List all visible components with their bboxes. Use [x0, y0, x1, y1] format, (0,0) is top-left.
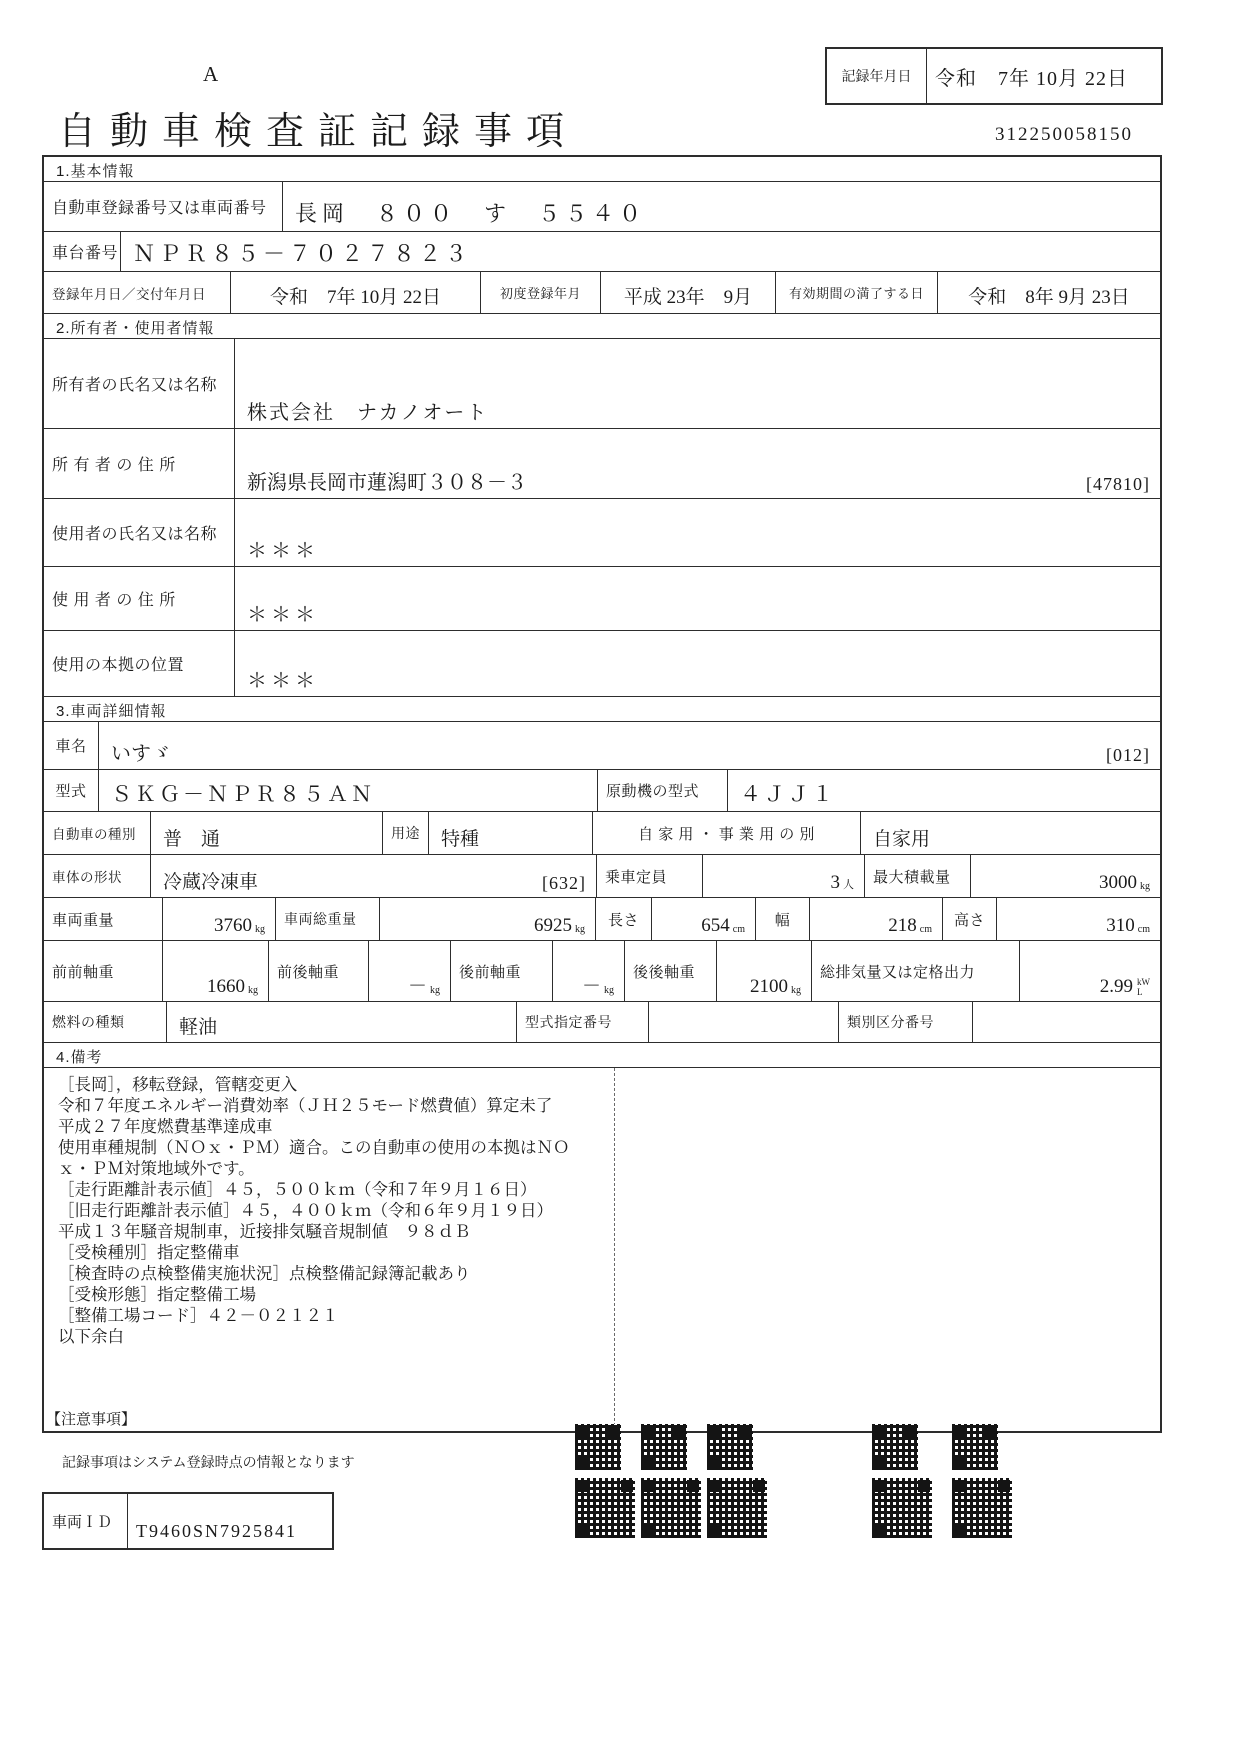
expiry-date-label: 有効期間の満了する日: [775, 272, 937, 313]
class-number-label: 類別区分番号: [838, 1002, 972, 1042]
length-label: 長さ: [595, 898, 651, 940]
type-approval-number-value: [648, 1002, 838, 1042]
max-payload-label: 最大積載量: [864, 855, 970, 897]
max-payload-unit: kg: [1140, 881, 1150, 892]
registration-date-value: 令和 7年 10月 22日: [230, 272, 480, 313]
ownership-type-label: 自 家 用 ・ 事 業 用 の 別: [592, 812, 860, 854]
axle-front-front-value: 1660: [207, 976, 245, 997]
model-label: 型式: [55, 783, 87, 800]
axle-rear-rear-label: 後後軸重: [624, 941, 716, 1001]
axle-rear-front-label: 後前軸重: [450, 941, 552, 1001]
vehicle-weight-value: 3760: [214, 915, 252, 936]
user-name-value: ＊＊＊: [234, 499, 1160, 566]
gross-weight-unit: kg: [575, 924, 585, 935]
qr-code: [707, 1478, 767, 1538]
axle-front-front-label: 前前軸重: [52, 963, 115, 981]
owner-name-label: 所有者の氏名又は名称: [52, 377, 218, 394]
qr-code: [872, 1478, 932, 1538]
vehicle-category-value: 普 通: [150, 812, 382, 854]
qr-code-cluster-left: [575, 1424, 773, 1538]
length-unit: cm: [732, 924, 745, 935]
type-approval-number-label: 型式指定番号: [516, 1002, 648, 1042]
chassis-number-label: 車台番号: [52, 245, 119, 262]
remark-line: ［検査時の点検整備実施状況］点検整備記録簿記載あり: [58, 1264, 471, 1283]
engine-model-label: 原動機の型式: [597, 770, 727, 811]
displacement-label: 総排気量又は定格出力: [811, 941, 1019, 1001]
qr-code: [575, 1424, 621, 1470]
qr-code: [575, 1478, 635, 1538]
section3-heading: 3.車両詳細情報: [56, 703, 167, 720]
displacement-unit-l: L: [1137, 987, 1143, 997]
remark-line: 平成１３年騒音規制車，近接排気騒音規制値 ９８ｄＢ: [58, 1222, 471, 1241]
axle-front-front-unit: kg: [248, 985, 258, 996]
qr-code: [641, 1478, 701, 1538]
qr-code: [952, 1478, 1012, 1538]
reg-number-value: 長岡 ８００ す ５５４０: [282, 182, 1160, 231]
remark-line: ［受検形態］指定整備工場: [58, 1285, 256, 1304]
vehicle-id-box: [42, 1492, 334, 1550]
remark-line: 平成２７年度燃費基準達成車: [58, 1117, 273, 1136]
body-shape-code: [632]: [542, 873, 586, 893]
seating-capacity-value: 3: [830, 872, 840, 893]
ownership-type-value: 自家用: [860, 812, 1160, 854]
axle-rear-rear-unit: kg: [791, 985, 801, 996]
section2-heading: 2.所有者・使用者情報: [56, 320, 215, 337]
document-number: 312250058150: [995, 124, 1133, 145]
engine-model-value: ４ＪＪ１: [727, 770, 1160, 811]
expiry-date-value: 令和 8年 9月 23日: [937, 272, 1160, 313]
owner-address-code: [47810]: [1086, 474, 1150, 494]
owner-name-value: 株式会社 ナカノオート: [234, 339, 1160, 428]
fold-divider: [614, 1068, 615, 1431]
height-value: 310: [1106, 915, 1135, 936]
record-date-box: [825, 47, 1163, 105]
qr-code: [707, 1424, 753, 1470]
owner-address-label: 所 有 者 の 住 所: [52, 457, 176, 474]
vehicle-id-label: 車両ＩＤ: [44, 1494, 128, 1548]
section1-heading: 1.基本情報: [56, 163, 135, 180]
body-shape-value: 冷蔵冷凍車: [163, 872, 259, 893]
qr-code: [952, 1424, 998, 1470]
axle-rear-front-value: －: [581, 976, 601, 997]
fuel-type-value: 軽油: [166, 1002, 516, 1042]
axle-front-rear-label: 前後軸重: [268, 941, 368, 1001]
user-address-value: ＊＊＊: [234, 567, 1160, 630]
vehicle-id-value: T9460SN7925841: [136, 1521, 298, 1541]
base-location-label: 使用の本拠の位置: [52, 657, 185, 674]
qr-code: [641, 1424, 687, 1470]
registration-date-label: 登録年月日／交付年月日: [52, 286, 206, 302]
document-title: 自動車検査証記録事項: [58, 111, 579, 153]
seating-capacity-unit: 人: [843, 879, 854, 891]
remark-line: ｘ・ＰＭ対策地域外です。: [58, 1159, 255, 1178]
car-name-label: 車名: [55, 738, 87, 755]
length-value: 654: [701, 915, 730, 936]
user-address-label: 使 用 者 の 住 所: [52, 592, 176, 609]
main-table: [42, 155, 1162, 1433]
width-label: 幅: [755, 898, 809, 940]
axle-rear-front-unit: kg: [604, 985, 614, 996]
notice-text: 記録事項はシステム登録時点の情報となります: [62, 1454, 355, 1470]
use-type-value: 特種: [428, 812, 592, 854]
height-unit: cm: [1137, 924, 1150, 935]
vehicle-weight-unit: kg: [255, 924, 265, 935]
remark-line: ［整備工場コード］４２－０２１２１: [58, 1306, 339, 1325]
remark-line: ［受検種別］指定整備車: [58, 1243, 240, 1262]
width-unit: cm: [919, 924, 932, 935]
qr-code-cluster-right: [872, 1424, 1032, 1538]
max-payload-value: 3000: [1099, 872, 1137, 893]
car-name-code: [012]: [1106, 745, 1150, 765]
displacement-value: 2.99: [1099, 976, 1133, 997]
section4-heading: 4.備考: [56, 1049, 103, 1066]
user-name-label: 使用者の氏名又は名称: [52, 526, 218, 543]
record-date-value: 令和 7年 10月 22日: [935, 67, 1128, 90]
use-type-label: 用途: [382, 812, 428, 854]
gross-weight-label: 車両総重量: [275, 898, 379, 940]
remark-line: ［旧走行距離計表示値］４５，４００ｋｍ（令和６年９月１９日）: [58, 1201, 553, 1220]
record-date-label: 記録年月日: [827, 49, 927, 103]
remark-line: 以下余白: [58, 1327, 124, 1346]
chassis-number-value: ＮＰＲ８５－７０２７８２３: [120, 232, 1160, 271]
remark-line: 使用車種規制（ＮＯｘ・ＰＭ）適合。この自動車の使用の本拠はＮＯ: [58, 1138, 570, 1157]
page-label: A: [203, 62, 219, 86]
axle-rear-rear-value: 2100: [750, 976, 788, 997]
car-name-value: いすゞ: [111, 743, 171, 765]
displacement-unit-kw: kW: [1137, 977, 1150, 987]
notice-heading: 【注意事項】: [46, 1411, 137, 1428]
class-number-value: [972, 1002, 1160, 1042]
first-registration-label: 初度登録年月: [480, 272, 600, 313]
reg-number-label: 自動車登録番号又は車両番号: [52, 200, 267, 217]
qr-code: [872, 1424, 918, 1470]
remark-line: ［走行距離計表示値］４５，５００ｋｍ（令和７年９月１６日）: [58, 1180, 537, 1199]
seating-capacity-label: 乗車定員: [596, 855, 702, 897]
base-location-value: ＊＊＊: [234, 631, 1160, 696]
vehicle-category-label: 自動車の種別: [52, 827, 136, 842]
body-shape-label: 車体の形状: [52, 870, 122, 885]
width-value: 218: [888, 915, 917, 936]
vehicle-weight-label: 車両重量: [52, 911, 115, 929]
model-value: ＳＫＧ－ＮＰＲ８５ＡＮ: [98, 770, 597, 811]
owner-address-value: 新潟県長岡市蓮潟町３０８－３: [247, 472, 527, 494]
remark-line: ［長岡］，移転登録，管轄変更入: [58, 1075, 298, 1094]
axle-front-rear-unit: kg: [430, 985, 440, 996]
remarks-box: [44, 1068, 1160, 1431]
axle-front-rear-value: －: [407, 976, 427, 997]
fuel-type-label: 燃料の種類: [52, 1014, 125, 1030]
remark-line: 令和７年度エネルギー消費効率（ＪＨ２５モード燃費値）算定未了: [58, 1096, 553, 1115]
height-label: 高さ: [942, 898, 996, 940]
first-registration-value: 平成 23年 9月: [600, 272, 775, 313]
gross-weight-value: 6925: [534, 915, 572, 936]
